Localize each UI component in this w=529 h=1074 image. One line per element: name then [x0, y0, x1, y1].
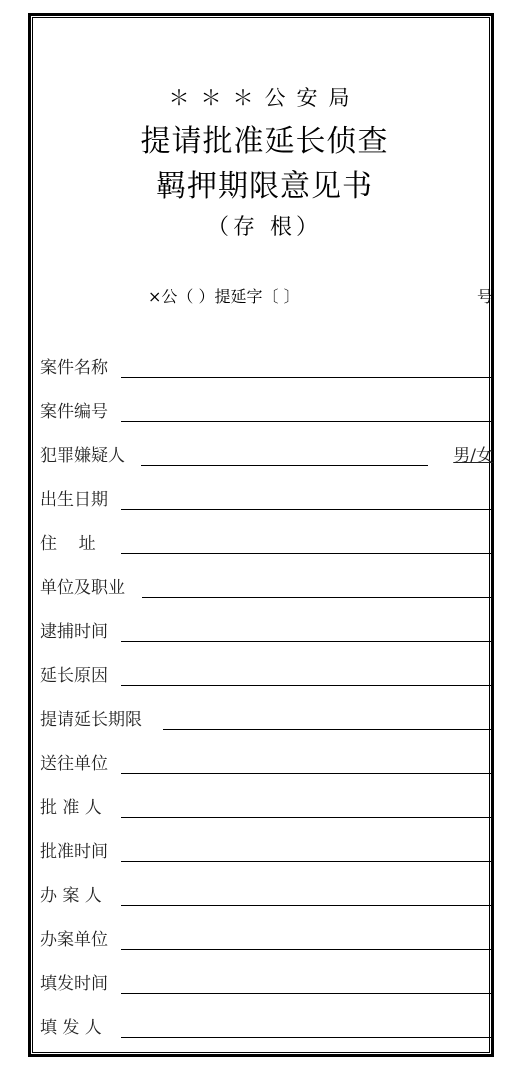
field-label: 填 发 人: [40, 1018, 102, 1038]
field-input-line[interactable]: [121, 905, 493, 906]
field-label: 住 址: [40, 534, 96, 554]
field-recipient-unit: [40, 748, 493, 774]
field-input-line[interactable]: [121, 685, 493, 686]
field-label: 案件编号: [40, 402, 108, 422]
document-title-line-2: 羁押期限意见书: [156, 169, 373, 204]
field-birth-date: [40, 484, 493, 510]
field-label: 案件名称: [40, 358, 108, 378]
field-extension-reason: [40, 660, 493, 686]
field-label: 单位及职业: [40, 578, 125, 598]
field-label: 出生日期: [40, 490, 108, 510]
field-arrest-time: [40, 616, 493, 642]
field-approver: [40, 792, 493, 818]
field-issue-time: [40, 968, 493, 994]
field-label: 填发时间: [40, 974, 108, 994]
field-employer-occupation: [40, 572, 493, 598]
field-input-line[interactable]: [141, 465, 428, 466]
field-case-number: [40, 396, 493, 422]
field-input-line[interactable]: [121, 641, 493, 642]
field-handling-unit: [40, 924, 493, 950]
field-label: 送往单位: [40, 754, 108, 774]
field-input-line[interactable]: [121, 817, 493, 818]
field-input-line[interactable]: [121, 993, 493, 994]
field-label: 逮捕时间: [40, 622, 108, 642]
gender-option: 男/女: [453, 446, 493, 466]
document-title-line-1: 提请批准延长侦查: [140, 124, 389, 159]
stub-label: （存 根）: [207, 215, 322, 240]
field-input-line[interactable]: [121, 773, 493, 774]
field-label: 批 准 人: [40, 798, 102, 818]
field-label: 办案单位: [40, 930, 108, 950]
field-label: 提请延长期限: [40, 710, 142, 730]
field-label: 批准时间: [40, 842, 108, 862]
field-case-name: [40, 352, 493, 378]
field-case-handler: [40, 880, 493, 906]
field-label: 办 案 人: [40, 886, 102, 906]
agency-name: ＊＊＊公安局: [168, 86, 361, 110]
field-input-line[interactable]: [121, 377, 493, 378]
field-input-line[interactable]: [121, 421, 493, 422]
field-address: [40, 528, 493, 554]
document-number-prefix: ×公（ ）提延字〔 〕: [148, 287, 300, 306]
field-input-line[interactable]: [142, 597, 493, 598]
field-approval-time: [40, 836, 493, 862]
field-label: 犯罪嫌疑人: [40, 446, 125, 466]
field-input-line[interactable]: [121, 1037, 493, 1038]
field-input-line[interactable]: [121, 553, 493, 554]
field-label: 延长原因: [40, 666, 108, 686]
field-suspect: [40, 440, 493, 466]
field-issuer: [40, 1012, 493, 1038]
document-number: [148, 284, 493, 307]
field-input-line[interactable]: [121, 861, 493, 862]
field-requested-period: [40, 704, 493, 730]
field-input-line[interactable]: [121, 949, 493, 950]
field-input-line[interactable]: [121, 509, 493, 510]
document-number-suffix: 号: [476, 287, 493, 306]
field-input-line[interactable]: [163, 729, 493, 730]
